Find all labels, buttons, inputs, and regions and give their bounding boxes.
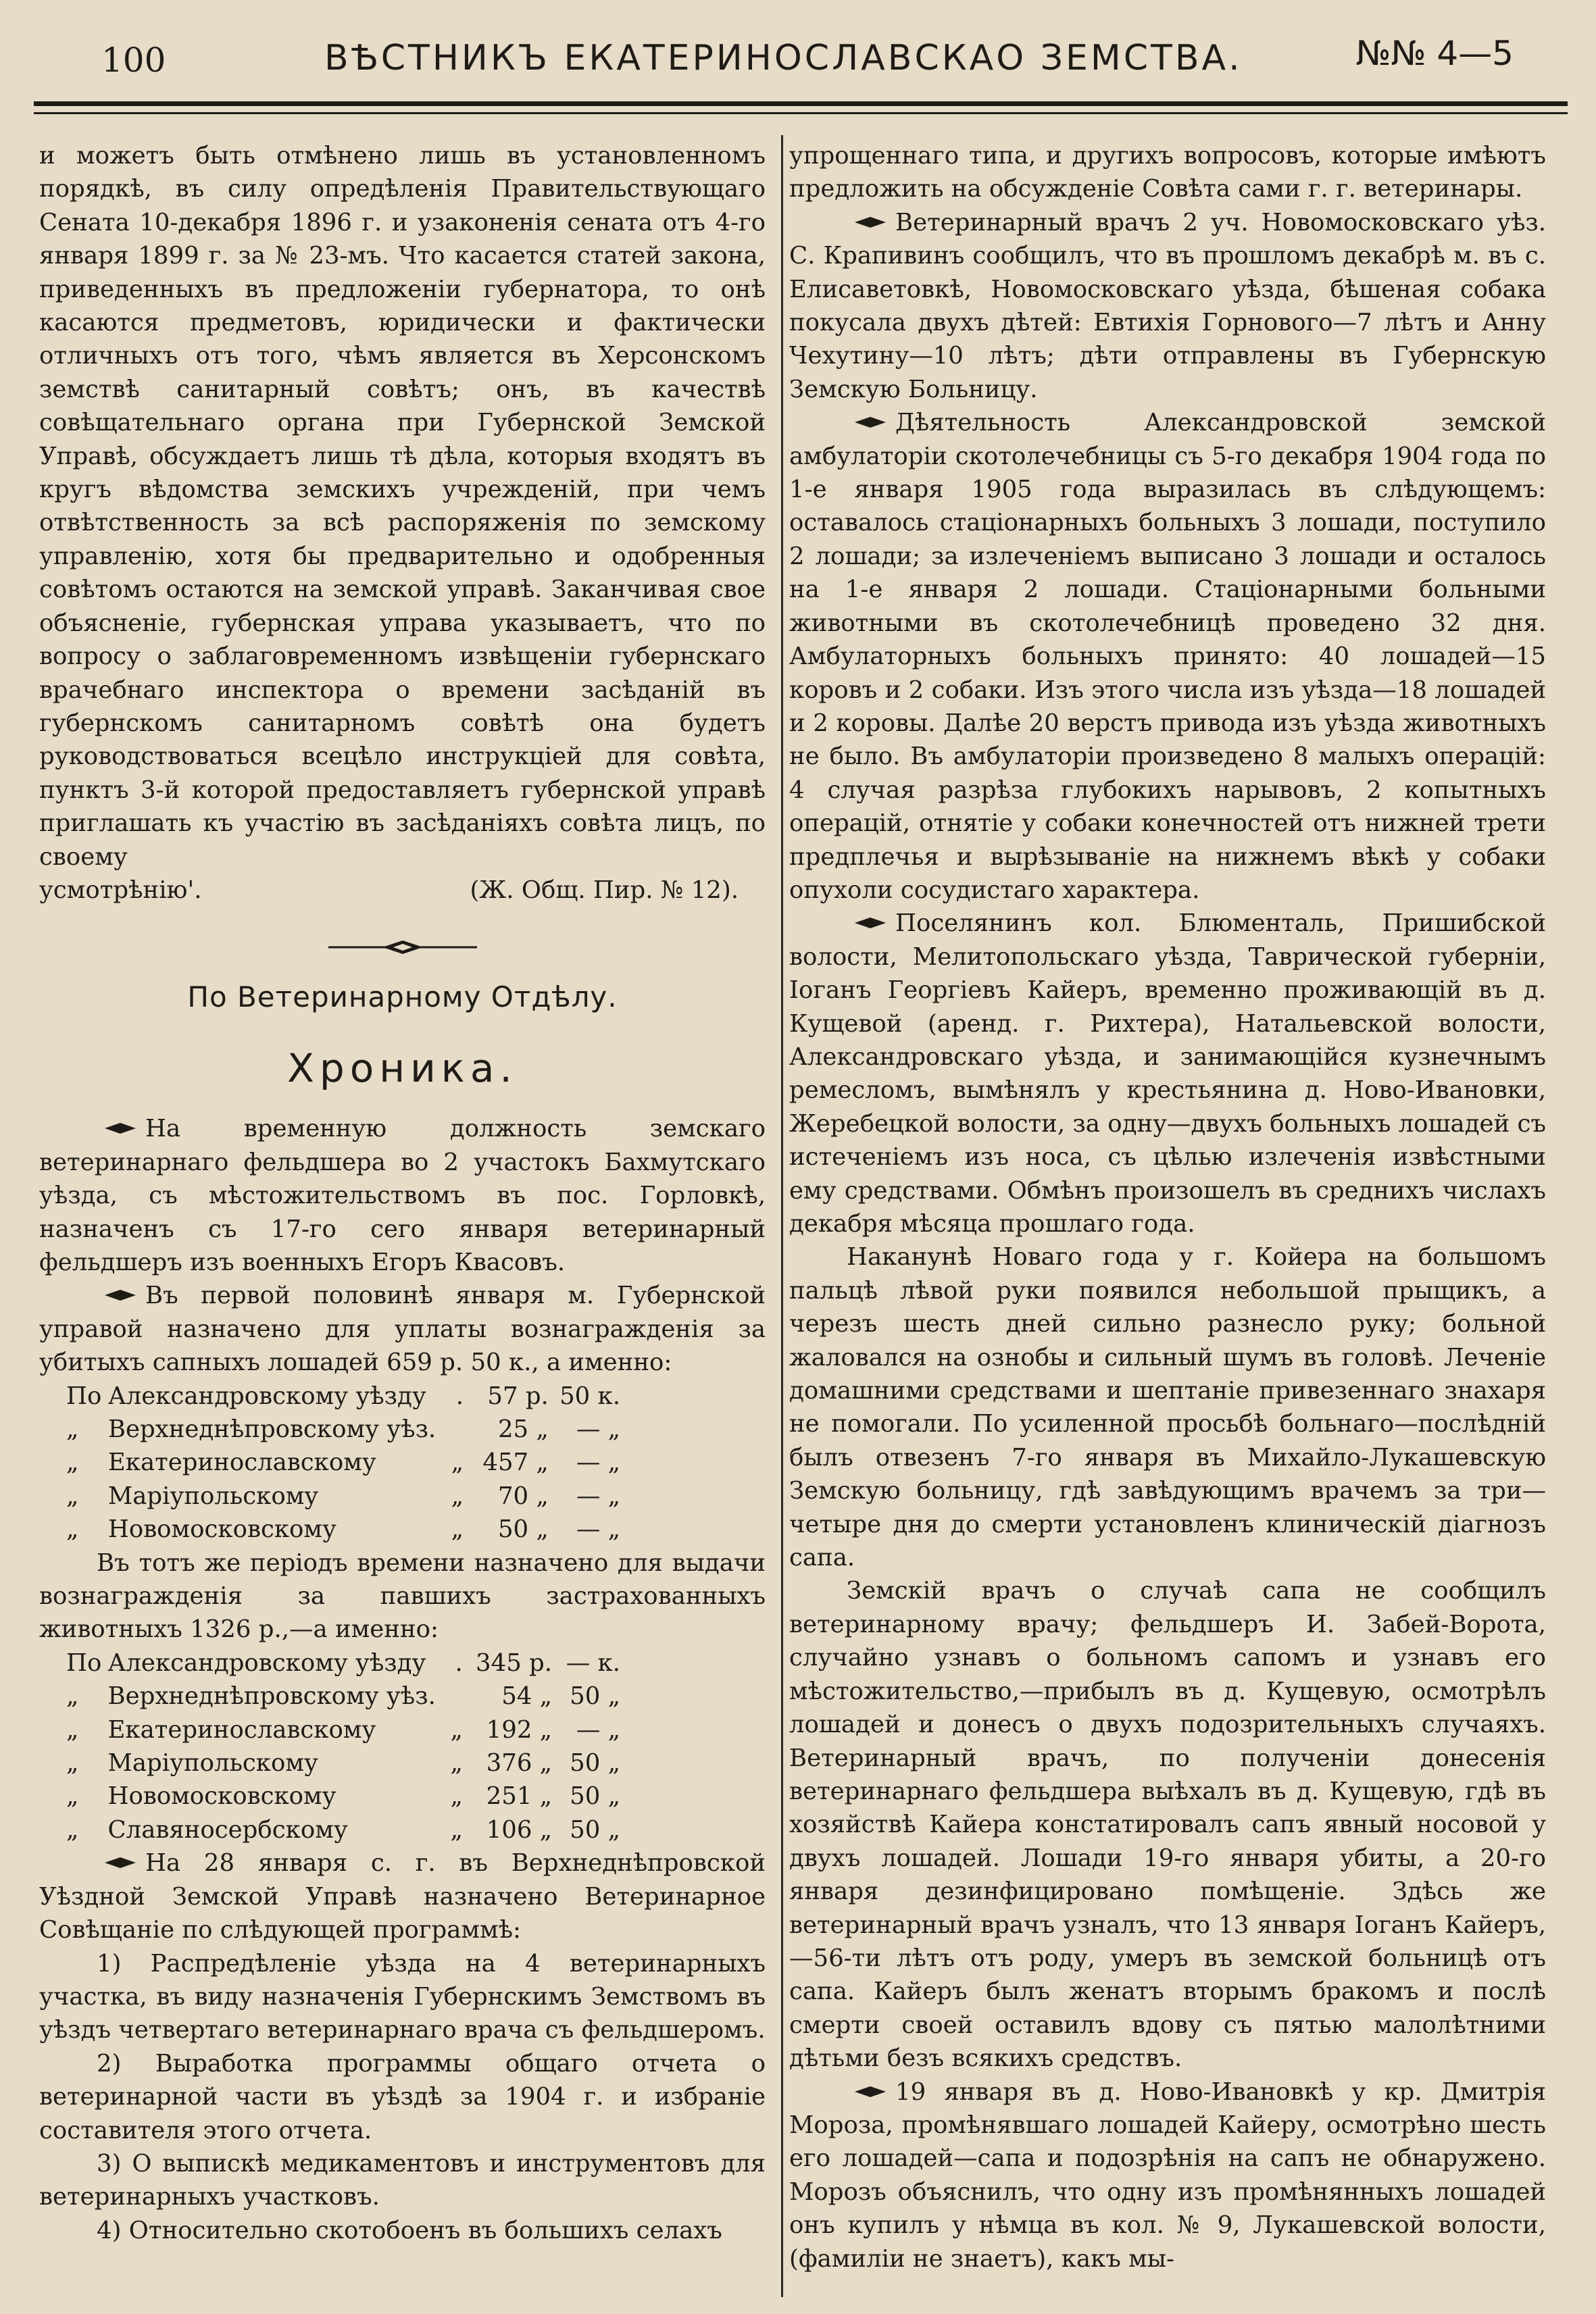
row-prefix: „ bbox=[66, 1815, 79, 1844]
row-prefix: „ bbox=[66, 1482, 79, 1510]
table-row bbox=[66, 1446, 620, 1479]
chronicle-title: Хроника. bbox=[287, 1045, 518, 1092]
amount-rubles: 457 „ bbox=[482, 1449, 549, 1477]
district-name: Верхнеднѣпровскому уѣз. bbox=[107, 1415, 437, 1443]
bullet-marker-icon bbox=[855, 217, 886, 228]
column-divider bbox=[781, 135, 783, 2297]
amount-kopecks: 50 „ bbox=[570, 1682, 620, 1711]
district-name: Александровскому уѣзду bbox=[107, 1382, 426, 1410]
left-column bbox=[39, 139, 766, 2247]
bullet-marker-icon bbox=[855, 917, 886, 928]
table-row bbox=[66, 1780, 620, 1813]
paragraph-end: усмотрѣнію'. bbox=[39, 876, 202, 904]
row-separator: „ bbox=[450, 1749, 463, 1778]
table-row bbox=[66, 1713, 620, 1746]
row-separator: . bbox=[455, 1649, 463, 1677]
amount-rubles: 57 р. bbox=[487, 1382, 549, 1410]
news-item: На 28 января с. г. въ Верхнеднѣпровской Уѣздной Земской Управѣ назначено Ветеринарное Совѣщаніе по слѣдующей программѣ: bbox=[39, 1849, 766, 1944]
amount-rubles: 251 „ bbox=[486, 1782, 553, 1811]
row-prefix: „ bbox=[66, 1749, 79, 1778]
row-prefix: „ bbox=[66, 1515, 79, 1544]
bullet-marker-icon bbox=[105, 1857, 136, 1868]
amount-rubles: 50 „ bbox=[497, 1515, 549, 1544]
bullet-marker-icon bbox=[105, 1290, 136, 1301]
issue-number: №№ 4—5 bbox=[1355, 34, 1514, 73]
right-column bbox=[789, 139, 1546, 2275]
row-prefix: „ bbox=[66, 1782, 79, 1811]
news-item: Въ первой половинѣ января м. Губернской управой назначено для уплаты вознагражденія за убитыхъ сапныхъ лошадей 659 р. 50 к., а именно: bbox=[39, 1282, 766, 1377]
header-rule-thin bbox=[34, 112, 1568, 114]
row-separator: „ bbox=[451, 1482, 464, 1510]
news-item: Ветеринарный врачъ 2 уч. Новомосковскаго уѣз. С. Крапивинъ сообщилъ, что въ прошломъ декабрѣ м. въ с. Елисаветовкѣ, Новомосковскаго уѣзда, бѣшеная собака покусала двухъ дѣтей: Евтихія Горнового—7 лѣтъ и Анну Чехутину—10 лѣтъ; дѣти отправлены въ Губернскую Земскую Больницу. bbox=[789, 208, 1546, 403]
district-name: Александровскому уѣзду bbox=[107, 1649, 426, 1677]
bullet-marker-icon bbox=[855, 417, 886, 428]
amount-kopecks: — „ bbox=[576, 1415, 620, 1443]
district-name: Верхнеднѣпровскому уѣз. bbox=[107, 1682, 436, 1711]
program-item: 3) О выпискѣ медикаментовъ и инструментовъ для ветеринарныхъ участковъ. bbox=[39, 2149, 766, 2211]
news-item: Поселянинъ кол. Блюменталь, Пришибской волости, Мелитопольскаго уѣзда, Таврической губерніи, Іоганъ Георгіевъ Кайеръ, временно проживающій въ д. Кущевой (аренд. г. Рихтера), Натальевской волости, Александровскаго уѣзда, и занимающійся кузнечнымъ ремесломъ, вымѣнялъ у крестьянина д. Ново-Ивановки, Жеребецкой волости, за одну—двухъ больныхъ лошадей съ истеченіемъ изъ носа, съ цѣлью излеченія извѣстными ему средствами. Обмѣнъ произошелъ въ среднихъ числахъ декабря мѣсяца прошлаго года. bbox=[789, 909, 1546, 1238]
amount-rubles: 54 „ bbox=[501, 1682, 553, 1711]
district-name: Маріупольскому bbox=[107, 1482, 319, 1510]
bullet-marker-icon bbox=[105, 1123, 136, 1134]
header-rule-thick bbox=[34, 101, 1568, 106]
program-item: 2) Выработка программы общаго отчета о ветеринарной части въ уѣздѣ за 1904 г. и избраніе составителя этого отчета. bbox=[39, 2049, 766, 2144]
amount-rubles: 345 р. bbox=[476, 1649, 553, 1677]
journal-title: ВѢСТНИКЪ ЕКАТЕРИНОСЛАВСКАО ЗЕМСТВА. bbox=[324, 38, 1243, 78]
news-item: 19 января въ д. Ново-Ивановкѣ у кр. Дмитрія Мороза, промѣнявшаго лошадей Кайеру, осмотрѣно шесть его лошадей—сапа и подозрѣнія на сапъ не обнаружено. Морозъ объяснилъ, что одну изъ промѣнянныхъ лошадей онъ купилъ у нѣмца въ кол. № 9, Лукашевской волости, (фамиліи не знаетъ), какъ мы- bbox=[789, 2078, 1546, 2273]
district-name: Славяносербскому bbox=[107, 1815, 348, 1844]
amount-kopecks: 50 к. bbox=[559, 1382, 620, 1410]
row-separator bbox=[436, 1680, 463, 1713]
payments-table-insured bbox=[66, 1646, 620, 1846]
amount-kopecks: — „ bbox=[576, 1515, 620, 1544]
row-prefix: По bbox=[66, 1649, 102, 1677]
row-separator bbox=[436, 1413, 464, 1446]
paragraph: Въ тотъ же періодъ времени назначено для выдачи вознагражденія за павшихъ застрахованныхъ животныхъ 1326 р.,—а именно: bbox=[39, 1549, 766, 1644]
row-prefix: „ bbox=[66, 1449, 79, 1477]
amount-kopecks: — „ bbox=[576, 1482, 620, 1510]
amount-kopecks: 50 „ bbox=[570, 1815, 620, 1844]
amount-rubles: 106 „ bbox=[486, 1815, 553, 1844]
table-row bbox=[66, 1813, 620, 1846]
district-name: Новомосковскому bbox=[107, 1782, 336, 1811]
district-name: Маріупольскому bbox=[107, 1749, 318, 1778]
news-item: Дѣятельность Александровской земской амбулаторіи скотолечебницы съ 5-го декабря 1904 года по 1-е января 1905 года выразилась въ слѣдующемъ: оставалось стаціонарныхъ больныхъ 3 лошади, поступило 2 лошади; за излеченіемъ выписано 3 лошади и осталось на 1-е января 2 лошади. Стаціонарными больными животными въ скотолечебницѣ проведено 32 дня. Амбулаторныхъ больныхъ принято: 40 лошадей—15 коровъ и 2 собаки. Изъ этого числа изъ уѣзда—18 лошадей и 2 коровы. Далѣе 20 верстъ привода изъ уѣзда животныхъ не было. Въ амбулаторіи произведено 8 малыхъ операцій: 4 случая разрѣза глубокихъ нарывовъ, 2 копытныхъ операцій, отнятіе у собаки конечностей отъ нижней трети предплечья и вырѣзываніе на нижнемъ вѣкѣ у собаки опухоли сосудистаго характера. bbox=[789, 409, 1546, 904]
district-name: Екатеринославскому bbox=[107, 1449, 376, 1477]
district-name: Екатеринославскому bbox=[107, 1715, 376, 1744]
row-prefix: „ bbox=[66, 1682, 79, 1711]
section-title: По Ветеринарному Отдѣлу. bbox=[187, 980, 618, 1014]
amount-kopecks: — „ bbox=[576, 1449, 620, 1477]
program-item: 4) Относительно скотобоенъ въ большихъ селахъ bbox=[97, 2216, 722, 2244]
paragraph: и можетъ быть отмѣнено лишь въ установленномъ порядкѣ, въ силу опредѣленія Правительствующаго Сената 10-декабря 1896 г. и узаконенія сената отъ 4-го января 1899 г. за № 23-мъ. Что касается статей закона, приведенныхъ въ предложеніи губернатора, то онѣ касаются предметовъ, юридически и фактически отличныхъ отъ того, чѣмъ является въ Херсонскомъ земствѣ санитарный совѣтъ; онъ, въ качествѣ совѣщательнаго органа при Губернской Земской Управѣ, обсуждаетъ лишь тѣ дѣла, которыя входятъ въ кругъ вѣдомства земскихъ учрежденій, при чемъ отвѣтственность за всѣ распоряженія по земскому управленію, хотя бы предварительно и одобренныя совѣтомъ остаются на земской управѣ. Заканчивая свое объясненіе, губернская управа указываетъ, что по вопросу о заблаговременномъ извѣщеніи губернскаго врачебнаго инспектора о времени засѣданій въ губернскомъ санитарномъ совѣтѣ она будетъ руководствоваться всецѣло инструкціей для совѣта, пунктъ 3-й которой предоставляетъ губернской управѣ приглашать къ участію въ засѣданіяхъ совѣта лицъ, по своему bbox=[39, 142, 766, 871]
news-item: На временную должность земскаго ветеринарнаго фельдшера во 2 участокъ Бахмутскаго уѣзда, съ мѣстожительствомъ въ пос. Горловкѣ, назначенъ съ 17-го сего января ветеринарный фельдшеръ изъ военныхъ Егоръ Квасовъ. bbox=[39, 1115, 766, 1276]
amount-kopecks: — „ bbox=[576, 1715, 620, 1744]
table-row bbox=[66, 1413, 620, 1446]
paragraph: Земскій врачъ о случаѣ сапа не сообщилъ ветеринарному врачу; фельдшеръ И. Забей-Ворота, случайно узнавъ о больномъ сапомъ и узнавъ его мѣстожительство,—прибылъ въ д. Кущевую, осмотрѣлъ лошадей и донесъ о двухъ подозрительныхъ случаяхъ. Ветеринарный врачъ, по полученіи донесенія ветеринарнаго фельдшера выѣхалъ въ д. Кущевую, гдѣ въ хозяйствѣ Кайера констатировалъ сапъ явный носовой у двухъ лошадей. Лошади 19-го января убиты, а 20-го января дезинфицировано помѣщеніе. Здѣсь же ветеринарный врачъ узналъ, что 13 января Іоганъ Кайеръ,—56-ти лѣтъ отъ роду, умеръ въ земской больницѣ отъ сапа. Кайеръ былъ женатъ вторымъ бракомъ и послѣ смерти своей оставилъ вдову съ пятью малолѣтними дѣтьми безъ всякихъ средствъ. bbox=[789, 1577, 1546, 2073]
row-separator: „ bbox=[451, 1449, 464, 1477]
citation-line bbox=[39, 874, 766, 907]
ornament-divider-icon bbox=[39, 931, 766, 947]
amount-rubles: 376 „ bbox=[486, 1749, 553, 1778]
page-header bbox=[88, 26, 1514, 93]
paragraph: упрощеннаго типа, и другихъ вопросовъ, которые имѣютъ предложить на обсужденіе Совѣта сами г. г. ветеринары. bbox=[789, 142, 1546, 203]
district-name: Новомосковскому bbox=[107, 1515, 336, 1544]
row-prefix: „ bbox=[66, 1415, 79, 1443]
amount-rubles: 70 „ bbox=[497, 1482, 549, 1510]
page-number: 100 bbox=[101, 41, 166, 80]
row-prefix: По bbox=[66, 1382, 102, 1410]
row-prefix: „ bbox=[66, 1715, 79, 1744]
table-row bbox=[66, 1680, 620, 1713]
row-separator: „ bbox=[450, 1782, 463, 1811]
row-separator: . bbox=[455, 1382, 464, 1410]
table-row bbox=[66, 1480, 620, 1513]
amount-rubles: 25 „ bbox=[497, 1415, 549, 1443]
paragraph: Наканунѣ Новаго года у г. Койера на большомъ пальцѣ лѣвой руки появился небольшой прыщикъ, а черезъ шесть дней сильно разнесло руку; больной жаловался на ознобы и сильный шумъ въ головѣ. Леченіе домашними средствами и шептаніе привезеннаго знахаря не помогали. По усиленной просьбѣ больнаго—послѣдній былъ отвезенъ 7-го января въ Михайло-Лукашевскую Земскую больницу, гдѣ завѣдующимъ врачемъ за три—четыре дня до смерти установленъ клиническій діагнозъ сапа. bbox=[789, 1243, 1546, 1572]
row-separator: „ bbox=[450, 1715, 463, 1744]
table-row bbox=[66, 1380, 620, 1413]
table-row bbox=[66, 1646, 620, 1680]
source-citation: (Ж. Общ. Пир. № 12). bbox=[470, 876, 739, 904]
amount-kopecks: 50 „ bbox=[570, 1749, 620, 1778]
amount-rubles: 192 „ bbox=[486, 1715, 553, 1744]
payments-table-horses bbox=[66, 1380, 620, 1546]
bullet-marker-icon bbox=[855, 2086, 886, 2097]
amount-kopecks: — к. bbox=[566, 1649, 620, 1677]
row-separator: „ bbox=[451, 1515, 464, 1544]
amount-kopecks: 50 „ bbox=[570, 1782, 620, 1811]
table-row bbox=[66, 1746, 620, 1780]
program-item: 1) Распредѣленіе уѣзда на 4 ветеринарныхъ участка, въ виду назначенія Губернскимъ Земствомъ въ уѣздъ четвертаго ветеринарнаго врача съ фельдшеромъ. bbox=[39, 1949, 766, 2044]
row-separator: „ bbox=[450, 1815, 463, 1844]
table-row bbox=[66, 1513, 620, 1546]
